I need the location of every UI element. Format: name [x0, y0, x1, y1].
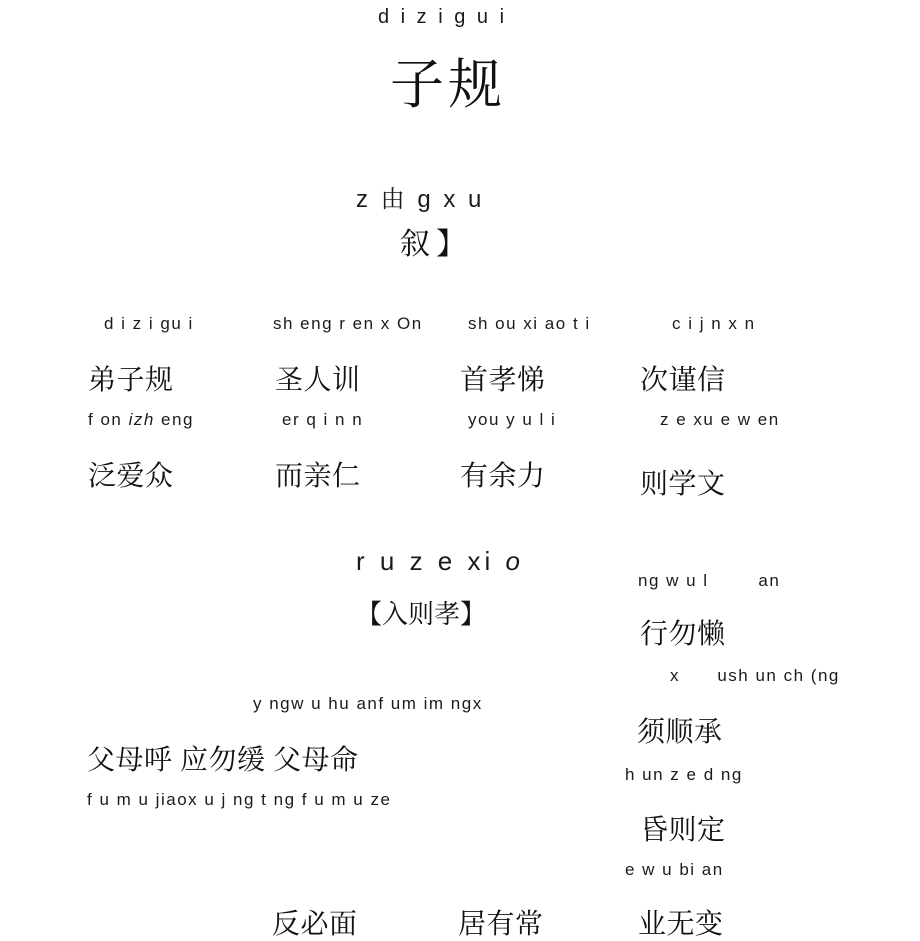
verse2-col1-pinyin-italic: izh [128, 410, 155, 429]
chapter-pinyin-main: r u z e xi [356, 546, 506, 576]
verse2-col1-pinyin-post: eng [154, 410, 194, 429]
verse2-col4-pinyin: z e xu e w en [660, 410, 780, 429]
verse1-col3-hanzi: 首孝悌 [460, 365, 546, 396]
verse2-col3-pinyin: you y u l i [468, 410, 557, 429]
bottom-hanzi-2: 居有常 [458, 909, 544, 940]
bottom-hanzi-1: 反必面 [272, 909, 358, 940]
verse2-col1-hanzi: 泛爱众 [88, 461, 174, 492]
preface-pinyin: z 由 g x u [356, 186, 485, 213]
verse1-col1-pinyin: d i z i gu i [104, 314, 194, 333]
verse2-col2-pinyin: er q i n n [282, 410, 364, 429]
verse2-col1-pinyin [88, 410, 194, 430]
right-entry3-pinyin: h un z e d ng [625, 765, 743, 784]
chapter-pinyin-italic: o [505, 546, 524, 576]
parents-pinyin-above: y ngw u hu anf um im ngx [253, 694, 483, 713]
verse2-col1-pinyin-pre: f on [88, 410, 129, 429]
right-entry2-hanzi: 须顺承 [637, 717, 723, 748]
right-entry4-pinyin: e w u bi an [625, 860, 724, 879]
verse1-col2-pinyin: sh eng r en x On [273, 314, 423, 333]
bottom-hanzi-3: 业无变 [638, 909, 724, 940]
title-pinyin: d i z i g u i [378, 6, 508, 28]
verse2-col3-hanzi: 有余力 [460, 461, 546, 492]
verse1-col4-hanzi: 次谨信 [640, 365, 726, 396]
right-entry1-hanzi: 行勿懒 [640, 619, 726, 650]
verse2-col4-hanzi: 则学文 [640, 469, 726, 500]
right-entry2-pinyin: x ush un ch (ng [670, 666, 840, 685]
verse2-col2-hanzi: 而亲仁 [275, 461, 361, 492]
preface-heading: 叙】 [400, 228, 472, 261]
parents-pinyin-below: f u m u jiaox u j ng t ng f u m u ze [87, 790, 392, 809]
chapter-pinyin [356, 546, 524, 577]
right-entry1-pinyin: ng w u l an [638, 571, 781, 590]
verse1-col1-hanzi: 弟子规 [88, 365, 174, 396]
parents-hanzi: 父母呼 应勿缓 父母命 [87, 745, 359, 776]
page-title: 子规 [390, 55, 506, 115]
right-entry3-hanzi: 昏则定 [640, 815, 726, 846]
verse1-col2-hanzi: 圣人训 [275, 365, 361, 396]
chapter-heading: 【入则孝】 [356, 600, 487, 629]
verse1-col3-pinyin: sh ou xi ao t i [468, 314, 591, 333]
verse1-col4-pinyin: c i j n x n [672, 314, 756, 333]
